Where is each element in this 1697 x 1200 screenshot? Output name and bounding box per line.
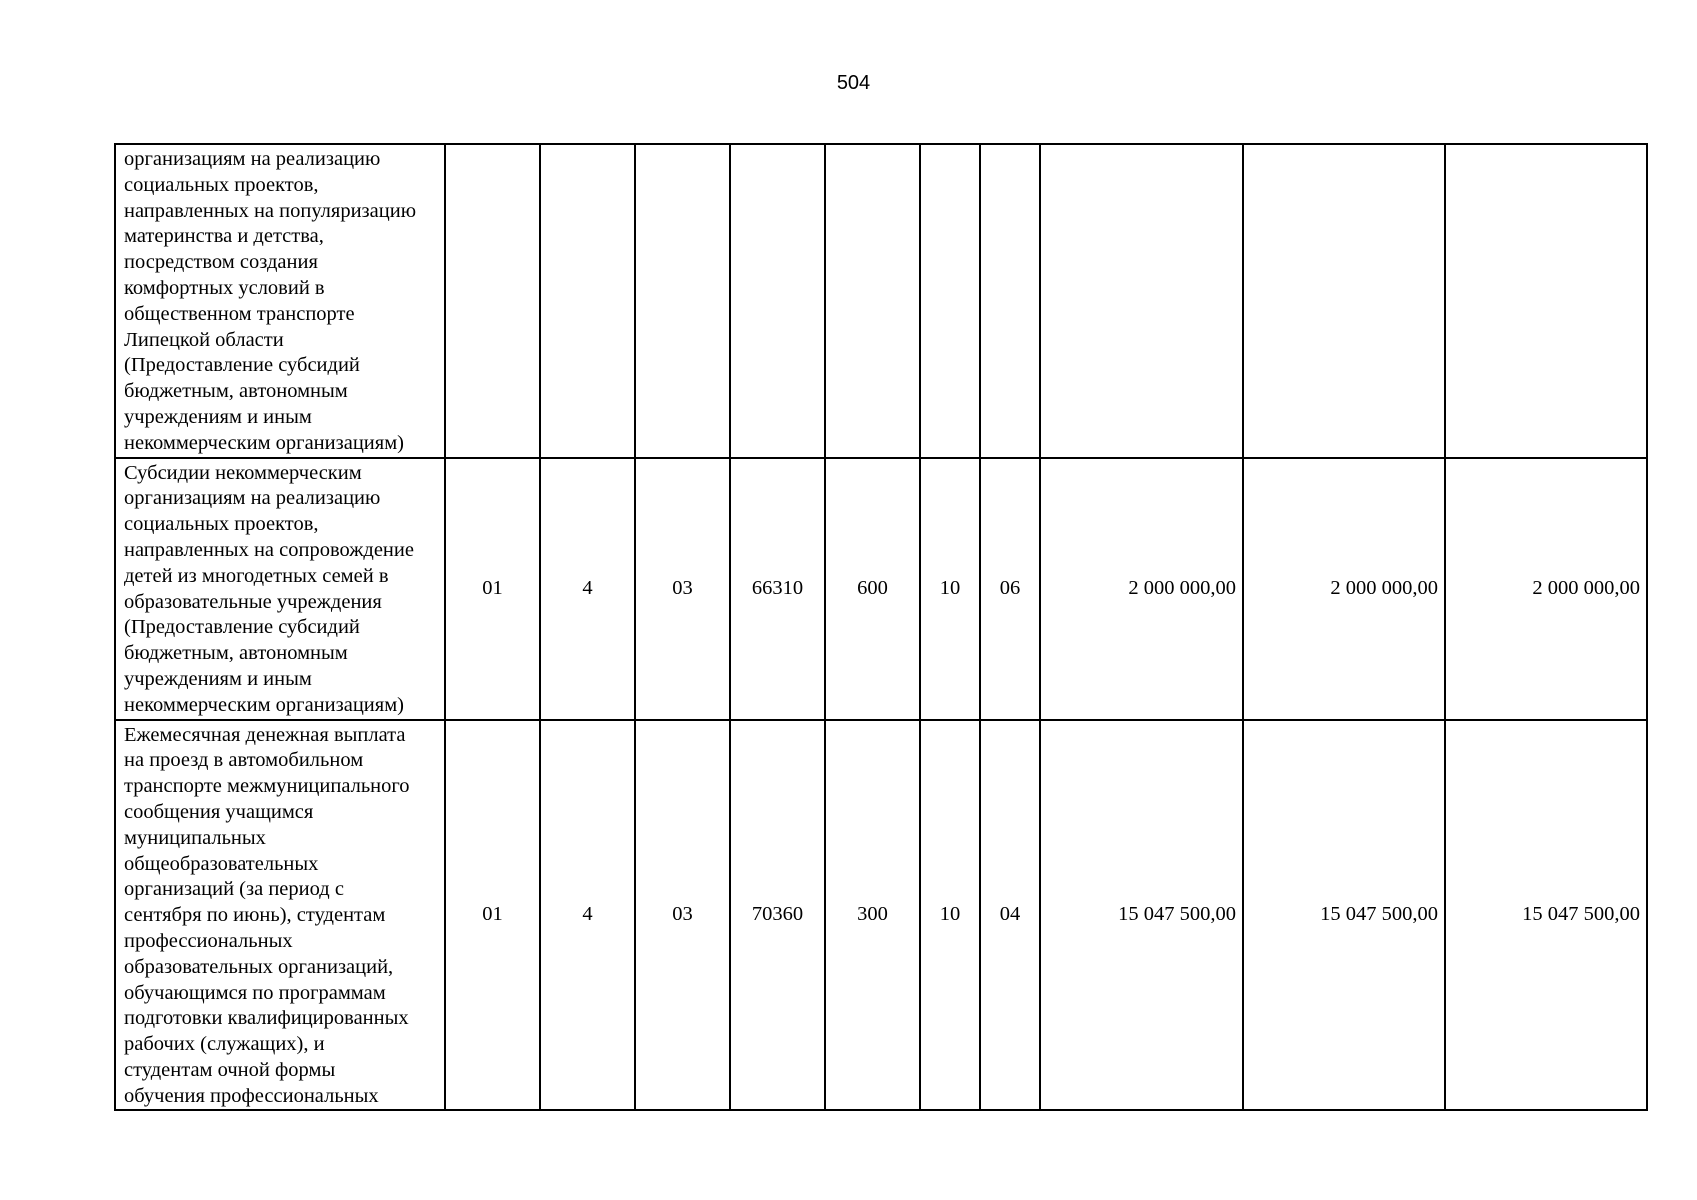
table-row <box>115 720 1647 1111</box>
main-activity-code-cell: 03 <box>635 720 730 1111</box>
program-code-cell <box>445 144 540 458</box>
program-code-cell: 01 <box>445 458 540 720</box>
subsection-cell: 04 <box>980 720 1040 1111</box>
table-row <box>115 144 1647 458</box>
direction-code-cell <box>730 144 825 458</box>
direction-code-cell: 66310 <box>730 458 825 720</box>
budget-table <box>114 143 1648 1111</box>
amount-year-2-cell: 2 000 000,00 <box>1243 458 1445 720</box>
program-code-cell: 01 <box>445 720 540 1111</box>
direction-code-cell: 70360 <box>730 720 825 1111</box>
expense-type-cell <box>825 144 920 458</box>
main-activity-code-cell: 03 <box>635 458 730 720</box>
amount-year-1-cell: 15 047 500,00 <box>1040 720 1243 1111</box>
subsection-cell <box>980 144 1040 458</box>
amount-year-3-cell: 2 000 000,00 <box>1445 458 1647 720</box>
expense-type-cell: 300 <box>825 720 920 1111</box>
amount-year-2-cell: 15 047 500,00 <box>1243 720 1445 1111</box>
row-description: Субсидии некоммерческим организациям на реализацию социальных проектов, направленных на сопровождение детей из многодетных семей в образовательные учреждения (Предоставление субсидий бюджетным, автономным учреждениям и иным некоммерческим организациям) <box>115 458 445 720</box>
amount-year-1-cell <box>1040 144 1243 458</box>
subprogram-code-cell: 4 <box>540 720 635 1111</box>
section-cell: 10 <box>920 458 980 720</box>
main-activity-code-cell <box>635 144 730 458</box>
subprogram-code-cell: 4 <box>540 458 635 720</box>
amount-year-2-cell <box>1243 144 1445 458</box>
section-cell <box>920 144 980 458</box>
subsection-cell: 06 <box>980 458 1040 720</box>
subprogram-code-cell <box>540 144 635 458</box>
amount-year-1-cell: 2 000 000,00 <box>1040 458 1243 720</box>
amount-year-3-cell <box>1445 144 1647 458</box>
row-description: Ежемесячная денежная выплата на проезд в автомобильном транспорте межмуниципального сообщения учащимся муниципальных общеобразовательных организаций (за период с сентября по июнь), студентам профессиональных образовательных организаций, обучающимся по программам подготовки квалифицированных рабочих (служащих), и студентам очной формы обучения профессиональных <box>115 720 445 1111</box>
page-number: 504 <box>836 72 871 94</box>
table-row <box>115 458 1647 720</box>
row-description: организациям на реализацию социальных проектов, направленных на популяризацию материнства и детства, посредством создания комфортных условий в общественном транспорте Липецкой области (Предоставление субсидий бюджетным, автономным учреждениям и иным некоммерческим организациям) <box>115 144 445 458</box>
expense-type-cell: 600 <box>825 458 920 720</box>
section-cell: 10 <box>920 720 980 1111</box>
amount-year-3-cell: 15 047 500,00 <box>1445 720 1647 1111</box>
